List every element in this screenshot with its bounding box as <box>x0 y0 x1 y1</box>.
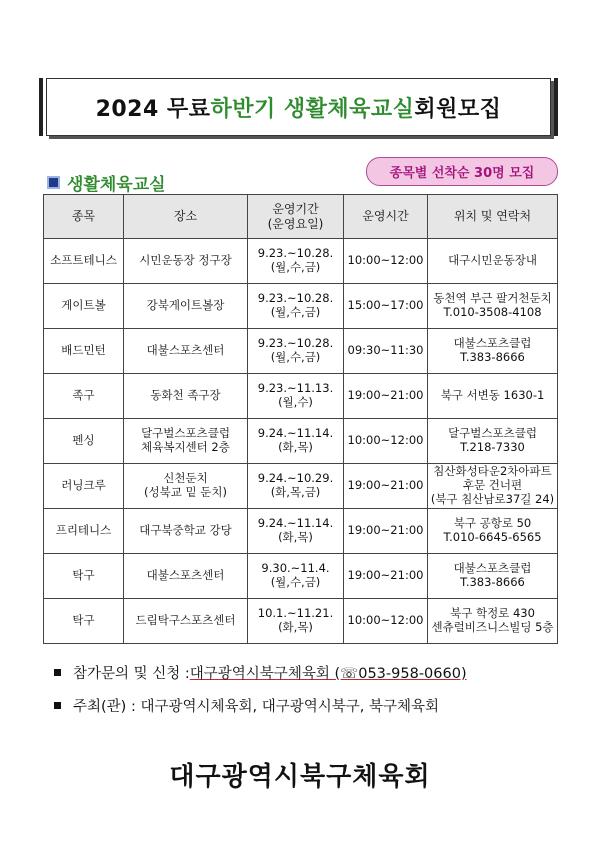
cell-contact: 대불스포츠클럽 T.383-8666 <box>428 554 558 599</box>
title-highlight: 하반기 생활체육교실 <box>210 96 415 122</box>
table-row <box>44 464 558 509</box>
square-bullet-icon <box>47 176 60 189</box>
cell-period: 9.23.~10.28. (월,수,금) <box>248 329 344 374</box>
cell-contact: 대불스포츠클럽 T.383-8666 <box>428 329 558 374</box>
header-venue: 장소 <box>124 195 248 239</box>
schedule-table <box>43 194 558 644</box>
cell-contact: 북구 공항로 50 T.010-6645-6565 <box>428 509 558 554</box>
cell-venue: 강북게이트볼장 <box>124 284 248 329</box>
cell-contact: 달구벌스포츠클럽 T.218-7330 <box>428 419 558 464</box>
table-row <box>44 599 558 644</box>
cell-venue: 시민운동장 정구장 <box>124 239 248 284</box>
cell-venue: 동화천 족구장 <box>124 374 248 419</box>
cell-sport: 펜싱 <box>44 419 124 464</box>
header-contact: 위치 및 연락처 <box>428 195 558 239</box>
organizer-footer: 대구광역시북구체육회 <box>169 762 431 792</box>
title-left-bar <box>39 78 43 136</box>
section-heading <box>47 170 166 195</box>
cell-time: 10:00~12:00 <box>344 419 428 464</box>
notes-section <box>54 662 467 728</box>
cell-venue: 대불스포츠센터 <box>124 554 248 599</box>
cell-contact: 침산화성타운2차아파트 후문 건너편 (북구 침산남로37길 24) <box>428 464 558 509</box>
cell-venue: 신천둔치 (성북교 밑 둔치) <box>124 464 248 509</box>
title-year-prefix: 2024 무료 <box>95 96 211 122</box>
cell-sport: 족구 <box>44 374 124 419</box>
cell-contact: 북구 학정로 430 센츄럴비즈니스빌딩 5층 <box>428 599 558 644</box>
cell-sport: 탁구 <box>44 599 124 644</box>
cell-venue: 달구벌스포츠클럽 체육복지센터 2층 <box>124 419 248 464</box>
title-right-bar <box>554 78 558 136</box>
table-row <box>44 554 558 599</box>
host-note <box>54 695 467 716</box>
host-text: 주최(관) : 대구광역시체육회, 대구광역시북구, 북구체육회 <box>73 699 440 715</box>
cell-venue: 드림탁구스포츠센터 <box>124 599 248 644</box>
cell-contact: 북구 서변동 1630-1 <box>428 374 558 419</box>
table-header-row <box>44 195 558 239</box>
table-row <box>44 329 558 374</box>
cell-period: 9.23.~10.28. (월,수,금) <box>248 239 344 284</box>
bullet-icon <box>54 669 61 676</box>
cell-period: 9.23.~11.13. (월,수) <box>248 374 344 419</box>
recruitment-badge: 종목별 선착순 30명 모집 <box>366 157 558 186</box>
title-banner <box>46 78 551 136</box>
table-row <box>44 374 558 419</box>
cell-venue: 대불스포츠센터 <box>124 329 248 374</box>
cell-time: 19:00~21:00 <box>344 509 428 554</box>
cell-period: 9.24.~10.29. (화,목,금) <box>248 464 344 509</box>
header-sport: 종목 <box>44 195 124 239</box>
bullet-icon <box>54 702 61 709</box>
inquiry-contact: 대구광역시북구체육회 (☏053-958-0660) <box>189 666 467 682</box>
table-row <box>44 284 558 329</box>
header-period: 운영기간 (운영요일) <box>248 195 344 239</box>
section-heading-text: 생활체육교실 <box>67 175 166 195</box>
cell-venue: 대구북중학교 강당 <box>124 509 248 554</box>
cell-period: 9.30.~11.4. (월,수,금) <box>248 554 344 599</box>
cell-sport: 소프트테니스 <box>44 239 124 284</box>
cell-time: 19:00~21:00 <box>344 554 428 599</box>
cell-time: 15:00~17:00 <box>344 284 428 329</box>
table-row <box>44 419 558 464</box>
cell-contact: 동천역 부근 팔거천둔치 T.010-3508-4108 <box>428 284 558 329</box>
cell-time: 19:00~21:00 <box>344 374 428 419</box>
cell-period: 9.24.~11.14. (화,목) <box>248 509 344 554</box>
cell-sport: 프리테니스 <box>44 509 124 554</box>
cell-time: 19:00~21:00 <box>344 464 428 509</box>
title-suffix: 회원모집 <box>414 96 502 122</box>
cell-period: 9.23.~10.28. (월,수,금) <box>248 284 344 329</box>
inquiry-label: 참가문의 및 신청 : <box>73 666 190 682</box>
inquiry-note <box>54 662 467 683</box>
cell-sport: 러닝크루 <box>44 464 124 509</box>
cell-time: 09:30~11:30 <box>344 329 428 374</box>
cell-contact: 대구시민운동장내 <box>428 239 558 284</box>
table-row <box>44 509 558 554</box>
cell-sport: 게이트볼 <box>44 284 124 329</box>
cell-sport: 배드민턴 <box>44 329 124 374</box>
table-row <box>44 239 558 284</box>
cell-period: 10.1.~11.21. (화,목) <box>248 599 344 644</box>
cell-time: 10:00~12:00 <box>344 239 428 284</box>
cell-time: 10:00~12:00 <box>344 599 428 644</box>
cell-period: 9.24.~11.14. (화,목) <box>248 419 344 464</box>
cell-sport: 탁구 <box>44 554 124 599</box>
header-time: 운영시간 <box>344 195 428 239</box>
